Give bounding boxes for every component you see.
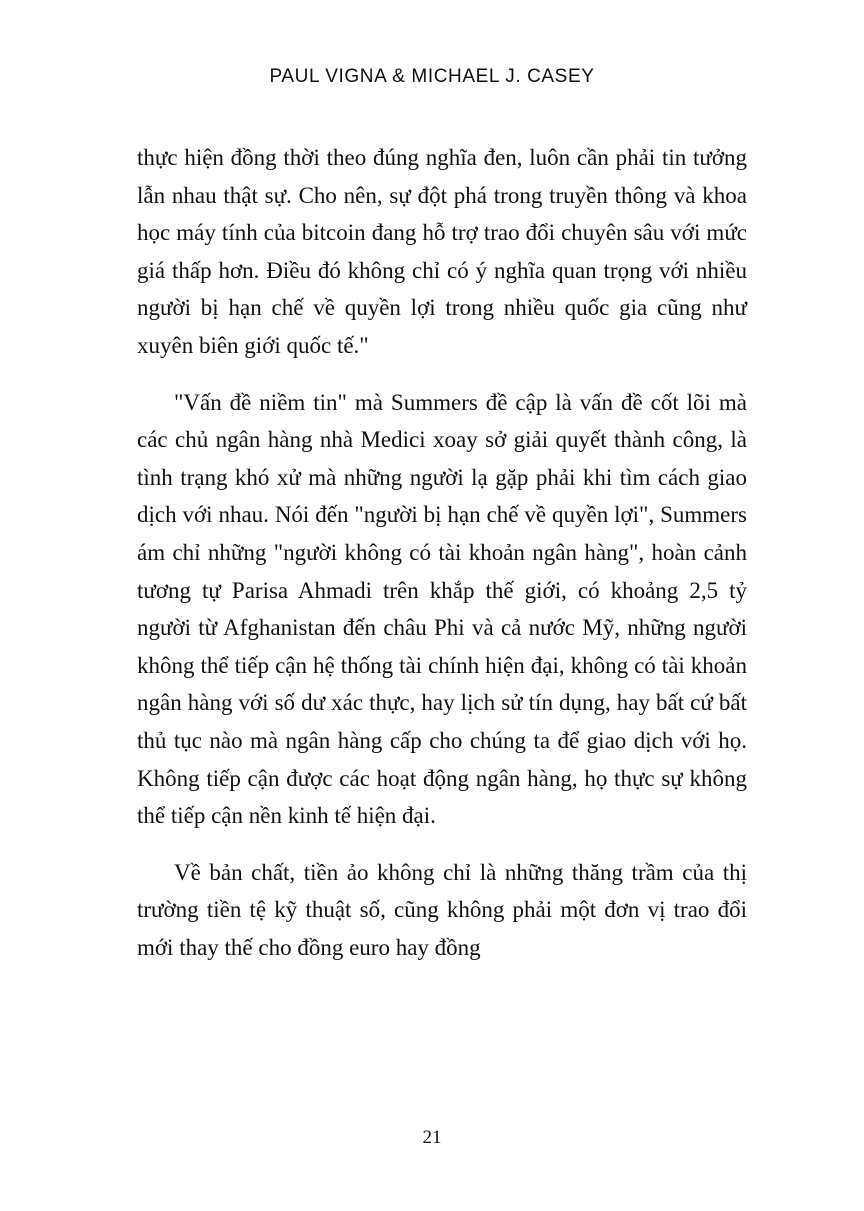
paragraph-continuation: thực hiện đồng thời theo đúng nghĩa đen, luôn cần phải tin tưởng lẫn nhau thật sự. Cho nên, sự đột phá trong truyền thông và khoa học máy tính của bitcoin đang hỗ trợ trao đổi chuyên sâu với mức giá thấp hơn. Điều đó không chỉ có ý nghĩa quan trọng với nhiều người bị hạn chế về quyền lợi trong nhiều quốc gia cũng như xuyên biên giới quốc tế." (137, 145, 747, 358)
page-number: 21 (422, 1127, 442, 1148)
body-text (137, 139, 747, 966)
running-header: PAUL VIGNA & MICHAEL J. CASEY (269, 66, 595, 87)
paragraph-virtual-currency: Về bản chất, tiền ảo không chỉ là những thăng trầm của thị trường tiền tệ kỹ thuật số, cũng không phải một đơn vị trao đổi mới thay thế cho đồng euro hay đồng (137, 859, 747, 960)
paragraph-trust-problem: "Vấn đề niềm tin" mà Summers đề cập là vấn đề cốt lõi mà các chủ ngân hàng nhà Medici xoay sở giải quyết thành công, là tình trạng khó xử mà những người lạ gặp phải khi tìm cách giao dịch với nhau. Nói đến "người bị hạn chế về quyền lợi", Summers ám chỉ những "người không có tài khoản ngân hàng", hoàn cảnh tương tự Parisa Ahmadi trên khắp thế giới, có khoảng 2,5 tỷ người từ Afghanistan đến châu Phi và cả nước Mỹ, những người không thể tiếp cận hệ thống tài chính hiện đại, không có tài khoản ngân hàng với số dư xác thực, hay lịch sử tín dụng, hay bất cứ bất thủ tục nào mà ngân hàng cấp cho chúng ta để giao dịch với họ. Không tiếp cận được các hoạt động ngân hàng, họ thực sự không thể tiếp cận nền kinh tế hiện đại. (137, 389, 747, 829)
